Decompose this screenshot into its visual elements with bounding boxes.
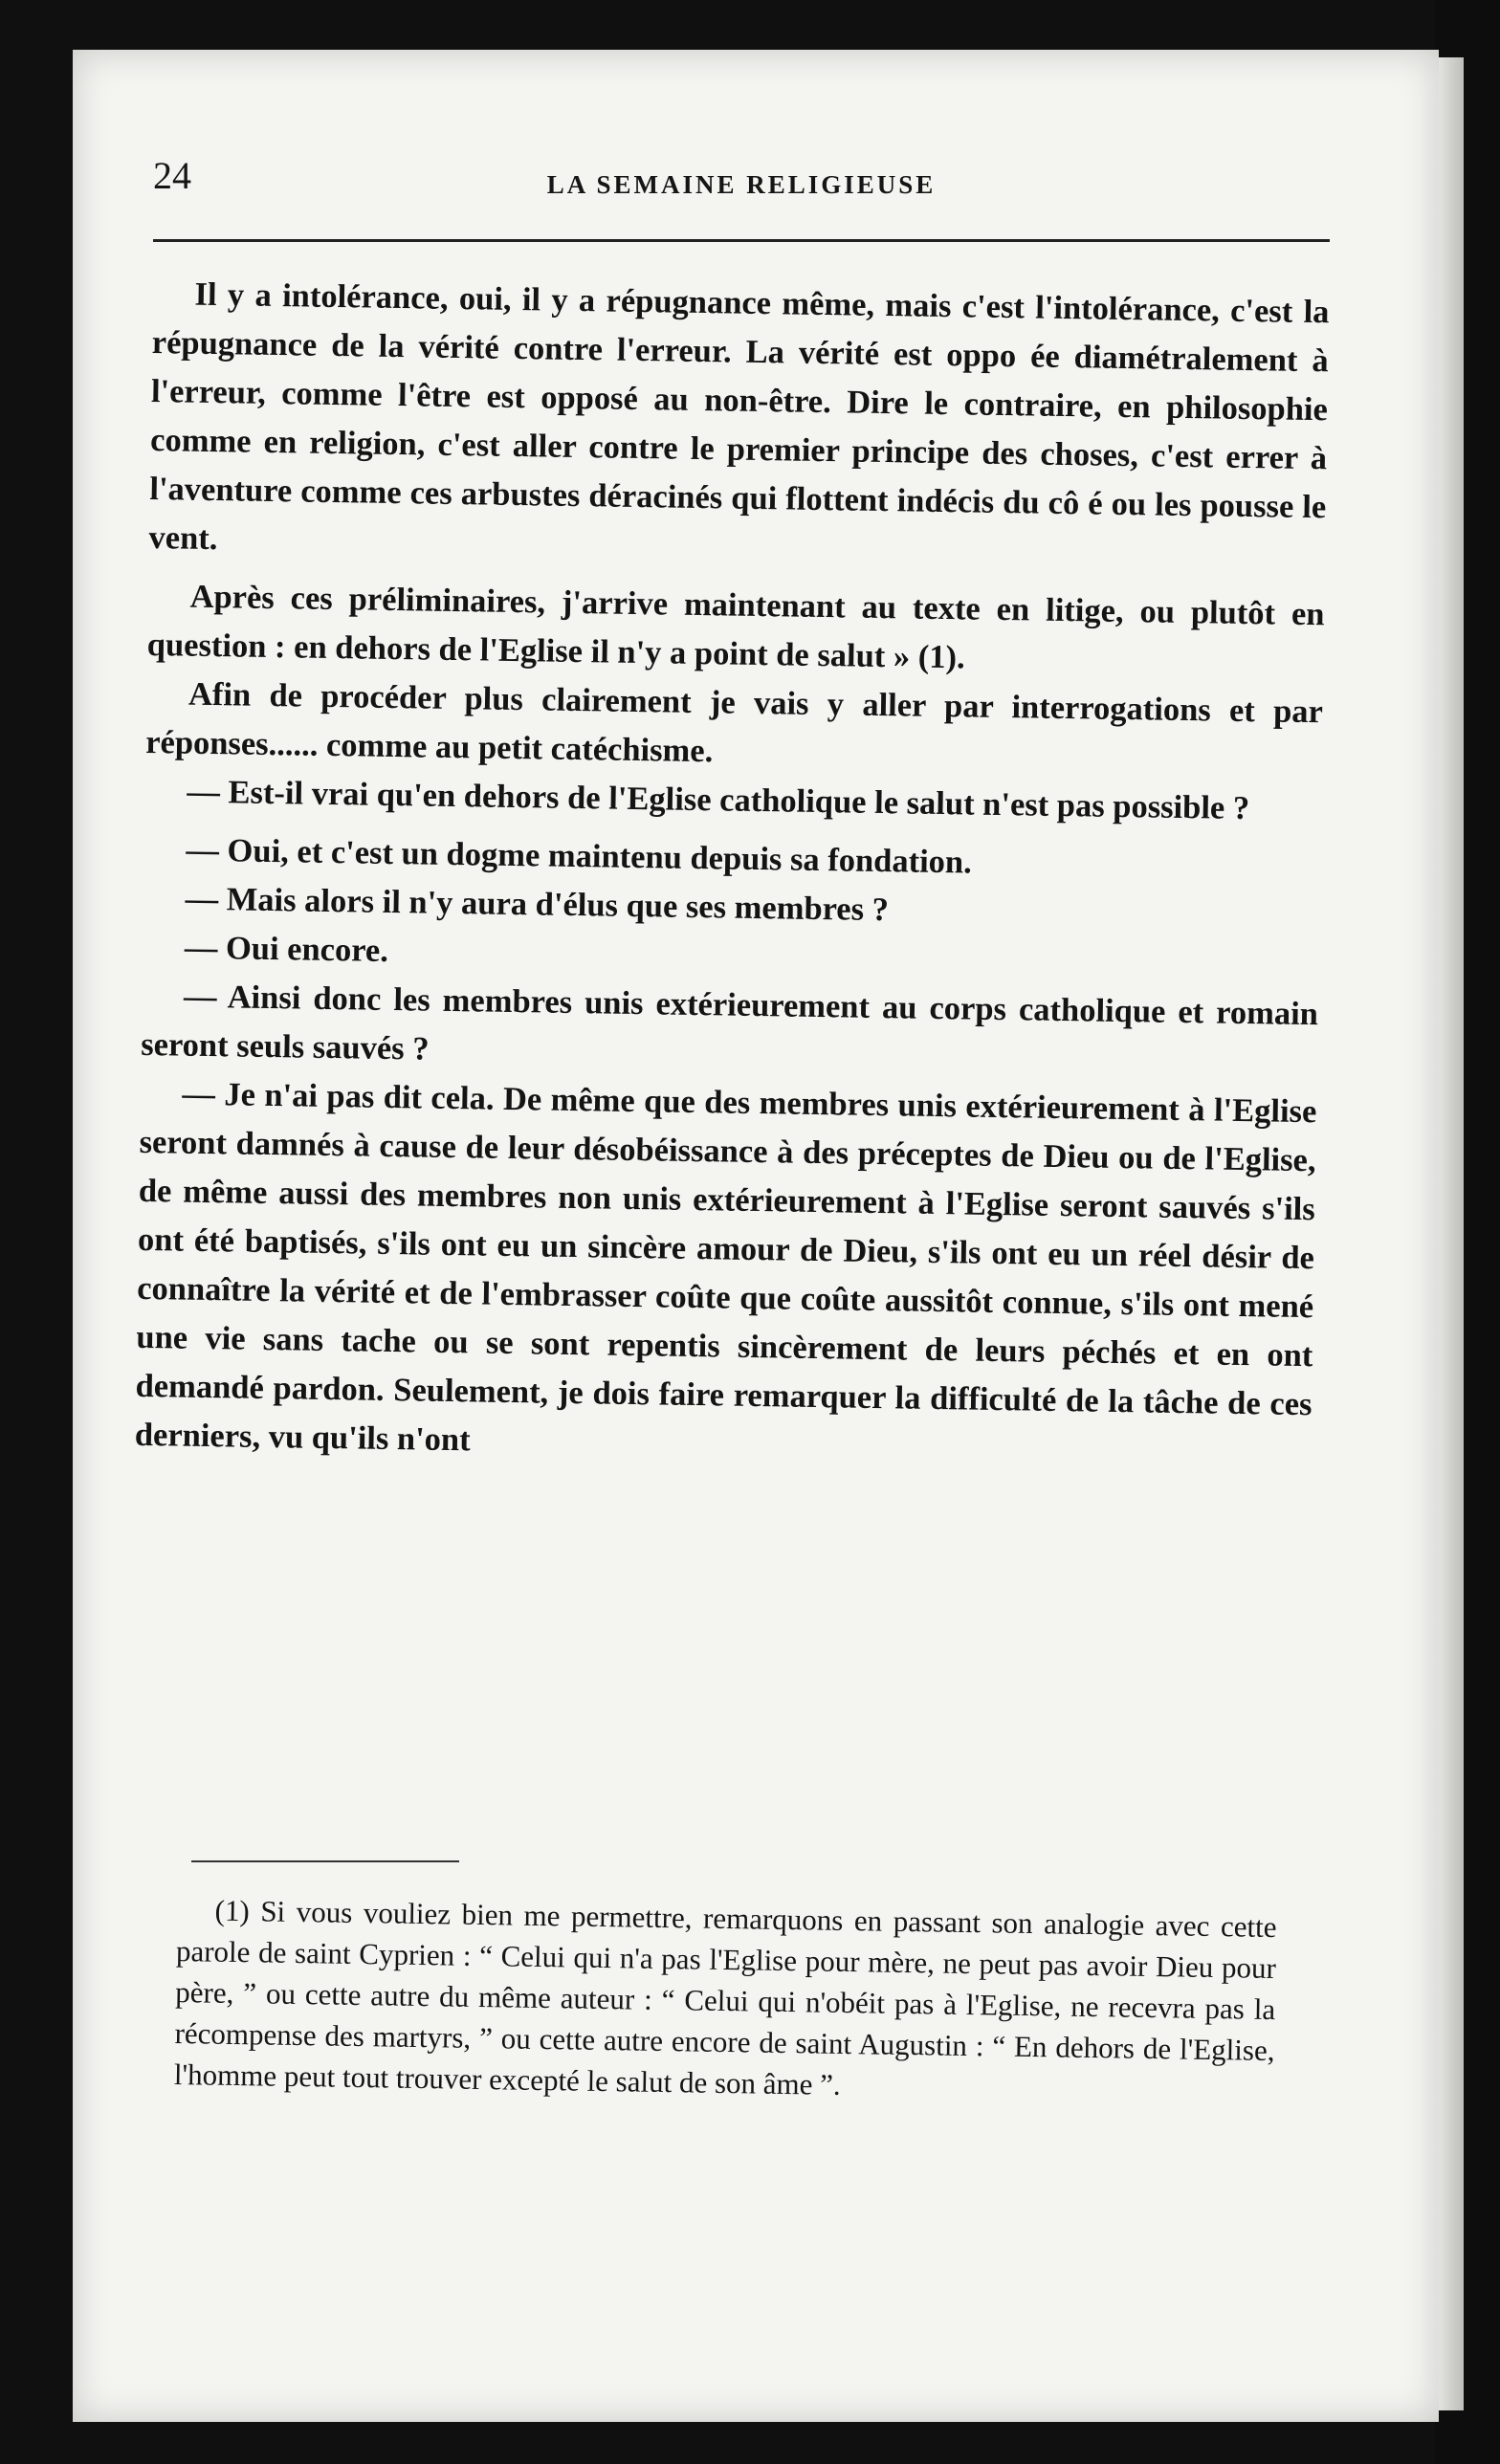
paragraph: Après ces préliminaires, j'arrive maintenant au texte en litige, ou plutôt en question : en dehors de l'Eglise il n'y a point de salut » (1).: [146, 578, 1325, 676]
page-header: [153, 153, 1330, 220]
header-rule: [153, 239, 1330, 242]
dialogue-line: — Mais alors il n'y aura d'élus que ses membres ?: [185, 880, 890, 929]
paragraph: Il y a intolérance, oui, il y a répugnance même, mais c'est l'intolérance, c'est la répugnance de la vérité contre l'erreur. La vérité est oppo ée diamétralement à l'erreur, comme l'être est opposé au non-être. Dire le contraire, en philosophie comme en religion, c'est aller contre le premier principe des choses, c'est errer à l'aventure comme ces arbustes déracinés qui flottent indécis du cô é ou les pousse le vent.: [148, 275, 1330, 558]
page-number: 24: [153, 154, 191, 197]
dialogue-line: — Je n'ai pas dit cela. De même que des membres unis extérieurement à l'Eglise seront damnés à cause de leur désobéissance à des préceptes de Dieu ou de l'Eglise, de même aussi des membres non unis extérieurement à l'Eglise seront sauvés s'ils ont été baptisés, s'ils ont eu un sincère amour de Dieu, s'ils ont eu un réel désir de connaître la vérité et de l'embrasser coûte que coûte aussitôt connue, s'ils ont mené une vie sans tache ou se sont repentis sincèrement de leurs péchés et en ont demandé pardon. Seulement, je dois faire remarquer la difficulté de la tâche de ces derniers, vu qu'ils n'ont: [134, 1075, 1317, 1459]
dialogue-line: — Oui encore.: [184, 929, 389, 969]
body-text: [134, 270, 1329, 1478]
footnote-rule: [191, 1860, 459, 1862]
footnote: [174, 1889, 1277, 2112]
footnote-text: (1) Si vous vouliez bien me permettre, remarquons en passant son analogie avec cette parole de saint Cyprien : “ Celui qui n'a pas l'Eglise pour mère, ne peut pas avoir Dieu pour père, ” ou cette autre du même auteur : “ Celui qui n'obéit pas à l'Eglise, ne recevra pas la récompense des martyrs, ” ou cette autre encore de saint Augustin : “ En dehors de l'Eglise, l'homme peut tout trouver excepté le salut de son âme ”.: [173, 1893, 1277, 2101]
dialogue-line: — Est-il vrai qu'en dehors de l'Eglise catholique le salut n'est pas possible ?: [187, 773, 1250, 827]
dialogue-line: — Oui, et c'est un dogme maintenu depuis sa fondation.: [186, 831, 973, 881]
dialogue-line: — Ainsi donc les membres unis extérieurement au corps catholique et romain seront seuls sauvés ?: [140, 978, 1319, 1067]
running-head: LA SEMAINE RELIGIEUSE: [546, 170, 937, 199]
paragraph: Afin de procéder plus clairement je vais y aller par interrogations et par réponses...... comme au petit catéchisme.: [144, 675, 1324, 770]
